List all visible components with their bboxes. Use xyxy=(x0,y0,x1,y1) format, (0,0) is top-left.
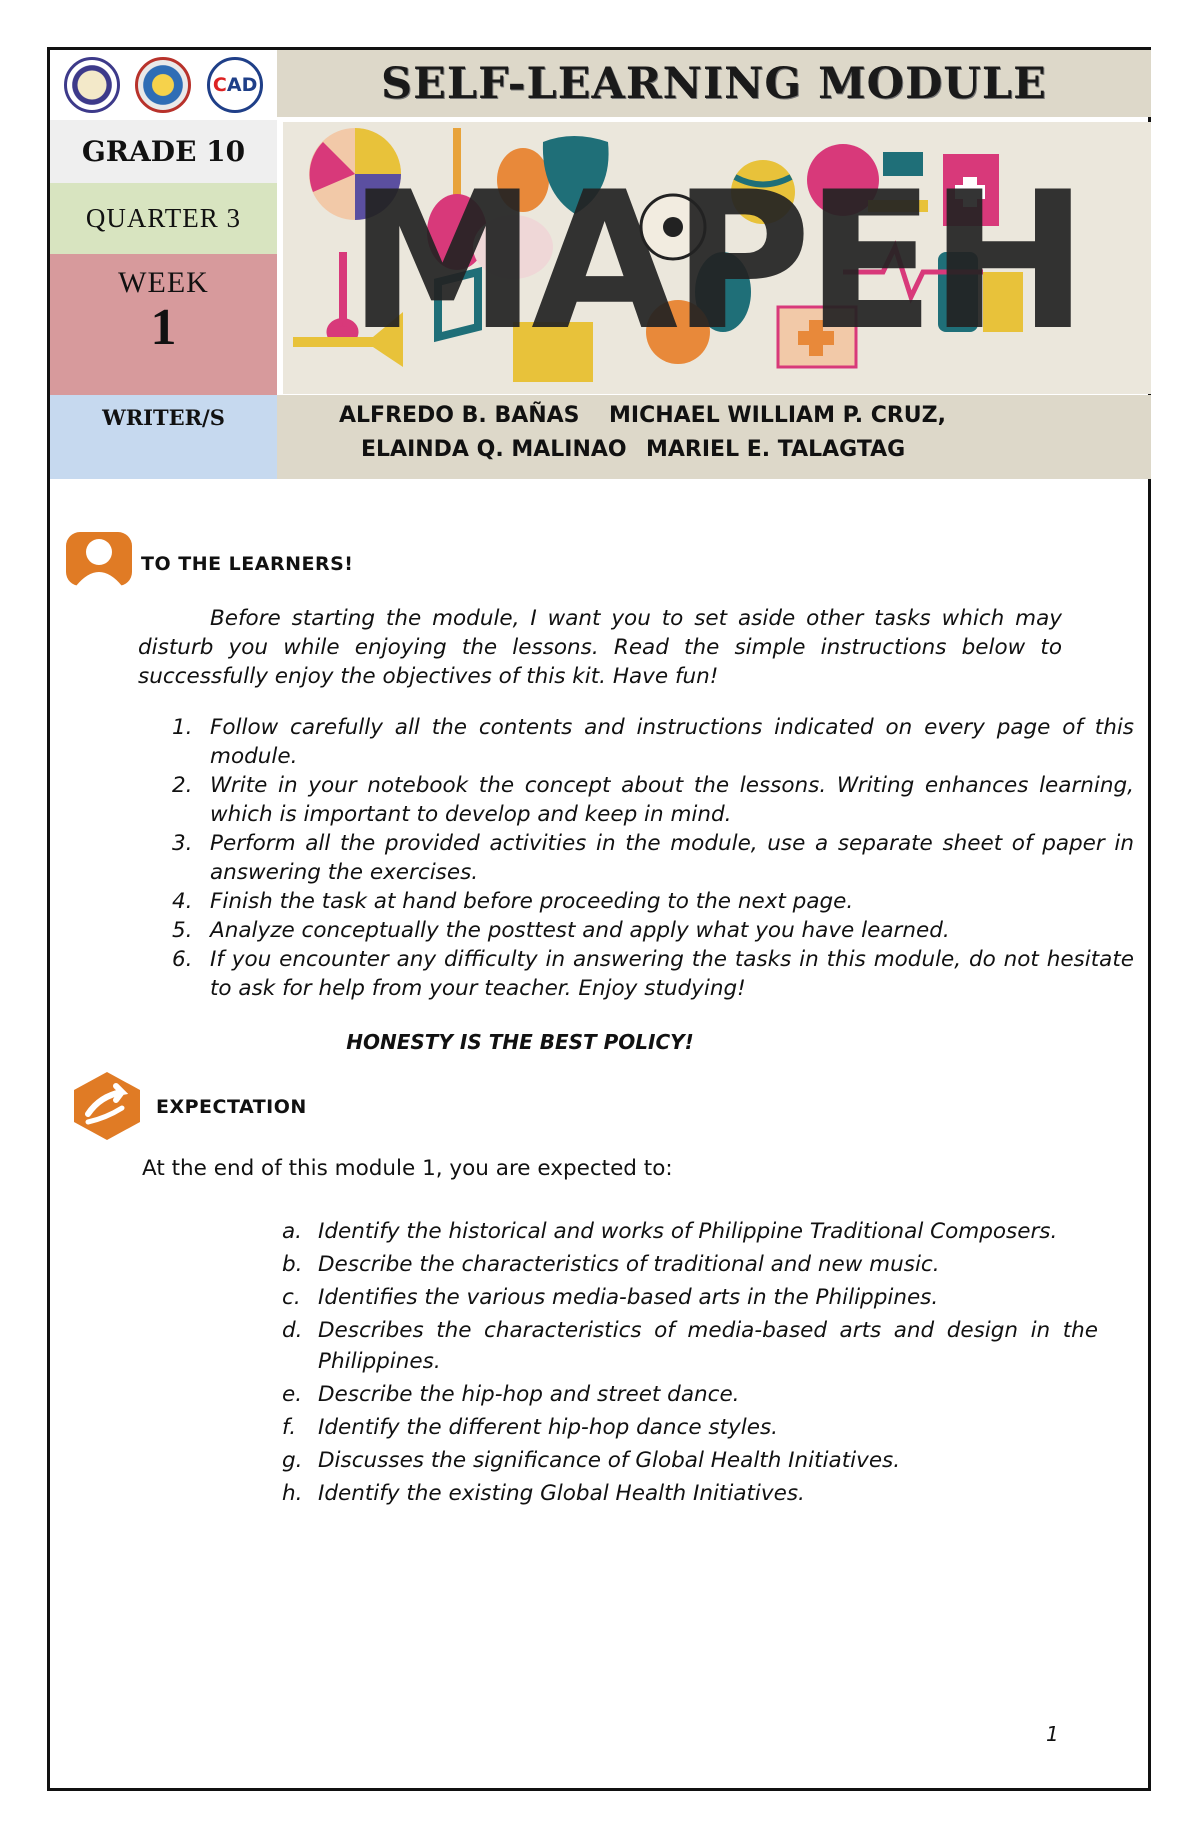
expectation-heading: EXPECTATION xyxy=(156,1096,307,1118)
intro-paragraph: Before starting the module, I want you to set aside other tasks which may disturb you while enjoying the lessons. Read the simple instructions below to successfully enjoy the objectives of this kit. Have fun! xyxy=(138,606,1062,689)
quarter-cell: QUARTER 3 xyxy=(50,183,277,254)
writer-name: ELAINDA Q. MALINAO xyxy=(361,437,627,462)
division-seal-logo xyxy=(135,57,191,113)
grade-cell: GRADE 10 xyxy=(50,120,277,183)
list-item: 2. Write in your notebook the concept about the lessons. Writing enhances learning, which is important to develop and keep in mind. xyxy=(172,773,1134,827)
list-item: 6. If you encounter any difficulty in answering the tasks in this module, do not hesitate to ask for help from your teacher. Enjoy studying! xyxy=(172,947,1134,1001)
banner-word: MAPEH xyxy=(348,151,1083,372)
writer-name: MICHAEL WILLIAM P. CRUZ, xyxy=(609,403,946,428)
writers-band xyxy=(277,395,1151,479)
week-number: 1 xyxy=(150,299,177,356)
cad-logo: C AD xyxy=(207,57,263,113)
list-item: 5. Analyze conceptually the posttest and apply what you have learned. xyxy=(172,918,950,943)
list-item: b. Describe the characteristics of traditional and new music. xyxy=(282,1252,940,1277)
instructions-list xyxy=(138,713,1134,1003)
objectives-list xyxy=(282,1216,1098,1511)
module-title: SELF-LEARNING MODULE xyxy=(381,58,1047,109)
learners-heading: TO THE LEARNERS! xyxy=(141,553,354,575)
motto: HONESTY IS THE BEST POLICY! xyxy=(346,1030,694,1054)
list-item: e. Describe the hip-hop and street dance. xyxy=(282,1382,740,1407)
writer-name: ALFREDO B. BAÑAS xyxy=(339,403,580,428)
page-number: 1 xyxy=(1046,1722,1059,1746)
expectation-lead: At the end of this module 1, you are expected to: xyxy=(142,1156,673,1181)
list-item: 4. Finish the task at hand before proceeding to the next page. xyxy=(172,889,854,914)
list-item: c. Identifies the various media-based arts in the Philippines. xyxy=(282,1285,939,1310)
logo-strip xyxy=(50,50,277,120)
title-band xyxy=(277,50,1151,117)
list-item: a. Identify the historical and works of Philippine Traditional Composers. xyxy=(282,1219,1058,1244)
mapeh-banner xyxy=(283,122,1151,394)
writers-label: WRITER/S xyxy=(50,395,277,479)
week-cell xyxy=(50,254,277,395)
week-label: WEEK xyxy=(118,266,209,299)
writer-name: MARIEL E. TALAGTAG xyxy=(646,437,906,462)
list-item: 3. Perform all the provided activities in the module, use a separate sheet of paper in answering the exercises. xyxy=(172,831,1134,885)
learner-icon xyxy=(60,528,138,594)
expectation-icon xyxy=(70,1070,144,1146)
list-item: f. Identify the different hip-hop dance styles. xyxy=(282,1415,779,1440)
list-item: 1. Follow carefully all the contents and instructions indicated on every page of this module. xyxy=(172,715,1134,769)
deped-seal-logo xyxy=(64,57,120,113)
list-item: d. Describes the characteristics of media-based arts and design in the Philippines. xyxy=(282,1318,1098,1374)
list-item: h. Identify the existing Global Health Initiatives. xyxy=(282,1481,805,1506)
mapeh-illustration xyxy=(283,122,1151,394)
list-item: g. Discusses the significance of Global Health Initiatives. xyxy=(282,1448,901,1473)
